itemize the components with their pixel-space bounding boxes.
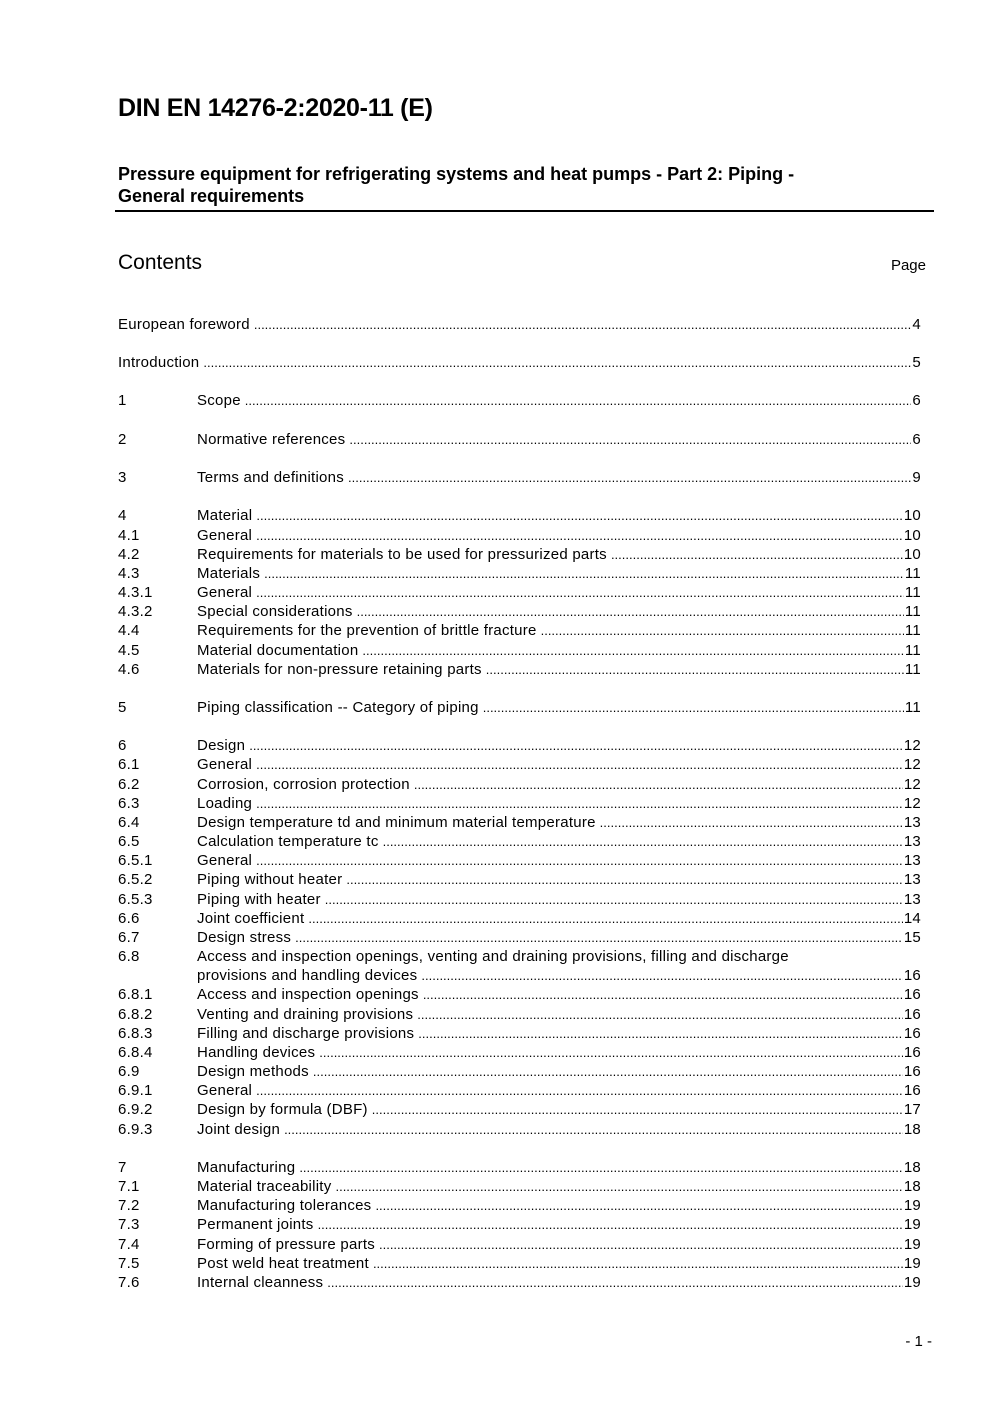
toc-dot-leader	[256, 755, 903, 774]
toc-entry-number: 7	[118, 1159, 127, 1176]
toc-dot-leader	[486, 660, 904, 679]
page-column-heading: Page	[890, 257, 926, 274]
toc-entry-page: 18	[903, 1178, 921, 1195]
toc-entry-page: 13	[903, 833, 921, 850]
toc-entry-page: 16	[903, 1025, 921, 1042]
toc-dot-leader	[284, 1120, 903, 1139]
toc-entry-number: 6.3	[118, 795, 140, 812]
toc-entry[interactable]	[118, 641, 921, 660]
document-id: DIN EN 14276-2:2020-11 (E)	[118, 94, 433, 122]
toc-dot-leader	[295, 928, 903, 947]
toc-dot-leader	[256, 851, 903, 870]
toc-dot-leader	[318, 1215, 903, 1234]
toc-entry-page: 10	[903, 546, 921, 563]
toc-entry-number: 7.1	[118, 1178, 140, 1195]
toc-entry-page: 16	[903, 1044, 921, 1061]
title-divider	[115, 210, 934, 212]
toc-entry-title: Venting and draining provisions	[197, 1006, 414, 1023]
toc-entry-page: 11	[904, 565, 921, 582]
toc-entry[interactable]	[118, 468, 921, 487]
toc-entry[interactable]	[118, 775, 921, 794]
toc-dot-leader	[245, 391, 912, 410]
toc-entry[interactable]	[118, 353, 921, 372]
toc-entry-page: 6	[912, 392, 921, 409]
toc-entry-number: 6.6	[118, 910, 140, 927]
toc-entry-page: 4	[912, 316, 921, 333]
toc-entry[interactable]	[118, 1062, 921, 1081]
toc-entry-title: Design stress	[197, 929, 292, 946]
toc-entry-title: Material documentation	[197, 642, 359, 659]
toc-dot-leader	[362, 641, 904, 660]
toc-entry-number: 6.9.3	[118, 1121, 153, 1138]
toc-entry-page: 13	[903, 891, 921, 908]
toc-entry[interactable]	[118, 545, 921, 564]
toc-entry-title: General	[197, 1082, 253, 1099]
toc-entry-number: 6.7	[118, 929, 140, 946]
toc-entry-number: 6.8.4	[118, 1044, 153, 1061]
toc-entry-page: 10	[903, 527, 921, 544]
toc-dot-leader	[256, 583, 904, 602]
toc-entry-number: 4	[118, 507, 127, 524]
toc-entry[interactable]	[118, 1005, 921, 1024]
toc-entry-page: 12	[903, 795, 921, 812]
toc-entry-title: Terms and definitions	[197, 469, 344, 486]
toc-dot-leader	[346, 870, 902, 889]
toc-entry-page: 10	[903, 507, 921, 524]
toc-entry[interactable]	[118, 391, 921, 410]
toc-entry-number: 7.3	[118, 1216, 140, 1233]
toc-entry-page: 12	[903, 756, 921, 773]
toc-entry-page: 13	[903, 852, 921, 869]
toc-entry[interactable]	[118, 813, 921, 832]
toc-dot-leader	[308, 909, 902, 928]
toc-entry[interactable]	[118, 621, 921, 640]
toc-entry[interactable]	[118, 928, 921, 947]
toc-entry[interactable]	[118, 660, 921, 679]
toc-entry-title: Normative references	[197, 431, 346, 448]
toc-entry-number: 6.9.1	[118, 1082, 153, 1099]
toc-dot-leader	[379, 1235, 903, 1254]
toc-entry[interactable]	[118, 430, 921, 449]
toc-entry-title: Scope	[197, 392, 241, 409]
toc-entry-number: 7.4	[118, 1236, 140, 1253]
toc-entry-number: 4.4	[118, 622, 140, 639]
toc-dot-leader	[483, 698, 904, 717]
toc-entry-page: 16	[903, 967, 921, 984]
toc-entry-title: Joint design	[197, 1121, 281, 1138]
toc-entry[interactable]	[118, 1273, 921, 1292]
toc-entry-number: 4.3.1	[118, 584, 153, 601]
toc-dot-leader	[373, 1254, 903, 1273]
toc-entry-number: 7.6	[118, 1274, 140, 1291]
toc-entry-number: 2	[118, 431, 127, 448]
toc-dot-leader	[249, 736, 903, 755]
toc-entry[interactable]	[118, 583, 921, 602]
toc-entry-title: Design	[197, 737, 246, 754]
toc-entry[interactable]	[118, 1158, 921, 1177]
toc-entry-page: 19	[903, 1236, 921, 1253]
toc-entry-number: 3	[118, 469, 127, 486]
toc-dot-leader	[256, 794, 903, 813]
toc-entry[interactable]	[118, 736, 921, 755]
page-number: - 1 -	[905, 1333, 932, 1350]
toc-entry-number: 4.6	[118, 661, 140, 678]
toc-entry-page: 18	[903, 1121, 921, 1138]
toc-dot-leader	[325, 890, 903, 909]
toc-entry-number: 5	[118, 699, 127, 716]
toc-entry-title: General	[197, 852, 253, 869]
toc-entry-page: 19	[903, 1255, 921, 1272]
toc-entry-title: General	[197, 527, 253, 544]
toc-entry-page: 17	[903, 1101, 921, 1118]
toc-entry[interactable]	[118, 870, 921, 889]
toc-entry-title: European foreword	[118, 316, 250, 333]
toc-entry[interactable]	[118, 851, 921, 870]
toc-entry-title: Filling and discharge provisions	[197, 1025, 415, 1042]
toc-entry-title: Design by formula (DBF)	[197, 1101, 368, 1118]
toc-dot-leader	[256, 526, 903, 545]
toc-entry-title: Materials for non-pressure retaining parts	[197, 661, 482, 678]
toc-entry[interactable]	[118, 832, 921, 851]
toc-dot-leader	[423, 985, 903, 1004]
toc-dot-leader	[264, 564, 904, 583]
toc-entry-page: 12	[903, 737, 921, 754]
toc-dot-leader	[357, 602, 904, 621]
toc-dot-leader	[299, 1158, 903, 1177]
toc-entry-number: 4.1	[118, 527, 140, 544]
toc-dot-leader	[383, 832, 903, 851]
toc-dot-leader	[313, 1062, 903, 1081]
toc-dot-leader	[375, 1196, 902, 1215]
toc-entry-page: 12	[903, 776, 921, 793]
toc-entry-page: 11	[904, 622, 921, 639]
toc-entry-page: 18	[903, 1159, 921, 1176]
toc-entry-title: provisions and handling devices	[197, 967, 418, 984]
toc-entry-page: 6	[912, 431, 921, 448]
toc-entry[interactable]	[118, 602, 921, 621]
toc-entry-page: 11	[904, 584, 921, 601]
toc-dot-leader	[203, 353, 911, 372]
toc-entry[interactable]	[118, 1120, 921, 1139]
toc-entry-number: 6.4	[118, 814, 140, 831]
toc-entry-page: 11	[904, 699, 921, 716]
toc-entry[interactable]	[118, 1081, 921, 1100]
toc-entry-number: 7.5	[118, 1255, 140, 1272]
toc-dot-leader	[611, 545, 903, 564]
toc-entry-title: Piping without heater	[197, 871, 343, 888]
toc-entry-title: Loading	[197, 795, 253, 812]
toc-entry-title: Calculation temperature tc	[197, 833, 379, 850]
toc-entry-page: 19	[903, 1197, 921, 1214]
toc-entry[interactable]	[118, 526, 921, 545]
toc-dot-leader	[372, 1100, 903, 1119]
toc-entry[interactable]	[118, 985, 921, 1004]
toc-entry-number: 6.1	[118, 756, 140, 773]
toc-entry[interactable]	[118, 1215, 921, 1234]
toc-entry-number: 4.3.2	[118, 603, 153, 620]
toc-entry-title: Access and inspection openings	[197, 986, 419, 1003]
toc-entry-page: 13	[903, 814, 921, 831]
toc-entry-number: 4.2	[118, 546, 140, 563]
toc-entry-page: 11	[904, 642, 921, 659]
toc-dot-leader	[414, 775, 903, 794]
toc-entry[interactable]	[118, 1235, 921, 1254]
toc-entry[interactable]	[118, 1043, 921, 1062]
toc-entry-number: 6.9	[118, 1063, 140, 1080]
toc-entry-page: 11	[904, 603, 921, 620]
toc-entry-title: Piping classification -- Category of piping	[197, 699, 479, 716]
toc-entry[interactable]	[118, 947, 921, 966]
toc-entry-title: Design methods	[197, 1063, 309, 1080]
toc-entry-page: 19	[903, 1274, 921, 1291]
toc-entry-title: Introduction	[118, 354, 200, 371]
toc-entry[interactable]	[118, 506, 921, 525]
toc-entry-page: 5	[912, 354, 921, 371]
toc-dot-leader	[349, 430, 911, 449]
toc-entry-title: Material traceability	[197, 1178, 332, 1195]
toc-entry-title: Requirements for materials to be used for pressurized parts	[197, 546, 607, 563]
toc-entry-title: Internal cleanness	[197, 1274, 324, 1291]
toc-entry[interactable]	[118, 698, 921, 717]
toc-entry-number: 6.8.1	[118, 986, 153, 1003]
toc-entry[interactable]	[118, 909, 921, 928]
toc-entry-number: 6.5.1	[118, 852, 153, 869]
toc-entry-number: 6.5.2	[118, 871, 153, 888]
toc-dot-leader	[319, 1043, 903, 1062]
toc-entry-title: General	[197, 584, 253, 601]
toc-entry[interactable]	[118, 794, 921, 813]
toc-entry-title: Post weld heat treatment	[197, 1255, 369, 1272]
toc-entry-number: 6.8.3	[118, 1025, 153, 1042]
toc-entry-page: 16	[903, 1082, 921, 1099]
toc-entry-title: Manufacturing tolerances	[197, 1197, 372, 1214]
toc-entry-number: 6.8.2	[118, 1006, 153, 1023]
document-title-line-2: General requirements	[118, 186, 305, 206]
toc-entry-page: 16	[903, 1006, 921, 1023]
toc-dot-leader	[417, 1005, 903, 1024]
toc-entry-number: 7.2	[118, 1197, 140, 1214]
document-title	[118, 163, 918, 207]
toc-entry-title: Joint coefficient	[197, 910, 305, 927]
toc-entry-page: 14	[903, 910, 921, 927]
toc-entry[interactable]	[118, 315, 921, 334]
toc-entry[interactable]	[118, 890, 921, 909]
toc-entry-title: Access and inspection openings, venting and draining provisions, filling and discharge	[197, 948, 789, 965]
toc-entry-title: Manufacturing	[197, 1159, 296, 1176]
contents-heading: Contents	[118, 251, 203, 274]
toc-entry-number: 4.3	[118, 565, 140, 582]
toc-entry-title: Forming of pressure parts	[197, 1236, 375, 1253]
toc-entry-title: Design temperature td and minimum material temperature	[197, 814, 596, 831]
toc-entry-page: 15	[903, 929, 921, 946]
toc-entry-number: 6.8	[118, 948, 140, 965]
toc-entry[interactable]	[118, 1177, 921, 1196]
toc-entry[interactable]	[118, 966, 921, 985]
toc-entry-page: 19	[903, 1216, 921, 1233]
toc-dot-leader	[418, 1024, 903, 1043]
toc-entry-page: 16	[903, 986, 921, 1003]
toc-entry-page: 11	[904, 661, 921, 678]
toc-entry-title: Materials	[197, 565, 261, 582]
toc-dot-leader	[421, 966, 902, 985]
toc-entry-title: Material	[197, 507, 253, 524]
toc-dot-leader	[256, 1081, 903, 1100]
toc-entry-title: Handling devices	[197, 1044, 316, 1061]
document-title-line-1: Pressure equipment for refrigerating systems and heat pumps - Part 2: Piping -	[118, 164, 795, 184]
toc-entry[interactable]	[118, 1254, 921, 1273]
toc-entry[interactable]	[118, 755, 921, 774]
toc-dot-leader	[348, 468, 911, 487]
toc-entry-title: Special considerations	[197, 603, 353, 620]
toc-entry[interactable]	[118, 1024, 921, 1043]
toc-entry-page: 9	[912, 469, 921, 486]
toc-entry[interactable]	[118, 1196, 921, 1215]
toc-entry[interactable]	[118, 1100, 921, 1119]
toc-dot-leader	[335, 1177, 902, 1196]
toc-entry-title: Requirements for the prevention of brittle fracture	[197, 622, 537, 639]
toc-entry[interactable]	[118, 564, 921, 583]
toc-entry-number: 4.5	[118, 642, 140, 659]
toc-entry-number: 6.2	[118, 776, 140, 793]
toc-entry-number: 1	[118, 392, 127, 409]
toc-dot-leader	[541, 621, 904, 640]
toc-dot-leader	[256, 506, 902, 525]
toc-dot-leader	[254, 315, 912, 334]
toc-entry-title: Permanent joints	[197, 1216, 314, 1233]
toc-entry-page: 13	[903, 871, 921, 888]
toc-entry-number: 6.9.2	[118, 1101, 153, 1118]
toc-dot-leader	[600, 813, 903, 832]
toc-dot-leader	[327, 1273, 903, 1292]
toc-entry-page: 16	[903, 1063, 921, 1080]
toc-entry-title: Piping with heater	[197, 891, 321, 908]
toc-entry-title: General	[197, 756, 253, 773]
toc-entry-number: 6	[118, 737, 127, 754]
toc-entry-title: Corrosion, corrosion protection	[197, 776, 410, 793]
toc-entry-number: 6.5.3	[118, 891, 153, 908]
toc-entry-number: 6.5	[118, 833, 140, 850]
